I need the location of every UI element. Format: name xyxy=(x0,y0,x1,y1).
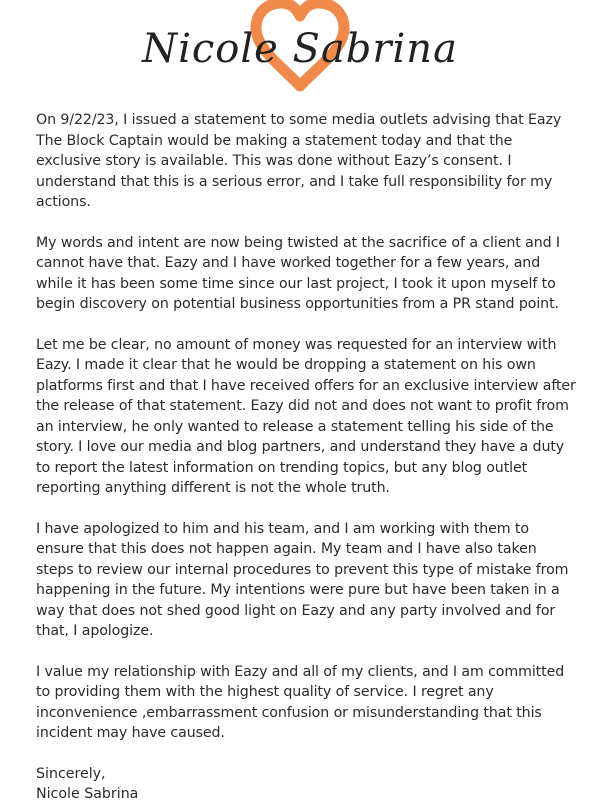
paragraph: Let me be clear, no amount of money was requested for an interview with Eazy. I made it clear that he would be dropping a statement on his own platforms first and that I have received offers for an exclusive interview after the release of that statement. Eazy did not and does not want to profit from an interview, he only wanted to release a statement telling his side of the story. I love our media and blog partners, and understand they have a duty to report the latest information on trending topics, but any blog outlet reporting anything different is not the whole truth. xyxy=(36,336,576,496)
paragraph: On 9/22/23, I issued a statement to some media outlets advising that Eazy The Block Captain would be making a statement today and that the exclusive story is available. This was done without Eazy’s consent. I understand that this is a serious error, and I take full responsibility for my actions. xyxy=(36,112,562,210)
paragraph: I have apologized to him and his team, and I am working with them to ensure that this does not happen again. My team and I have also taken steps to review our internal procedures to prevent this type of mistake from happening in the future. My intentions were pure but have been taken in a way that does not shed good light on Eazy and any party involved and for that, I apologize. xyxy=(36,520,569,639)
letterhead xyxy=(0,0,600,100)
paragraph: I value my relationship with Eazy and all of my clients, and I am committed to providing them with the highest quality of service. I regret any inconvenience ,embarrassment confusion or misunderstanding that this incident may have caused. xyxy=(36,663,565,741)
letter-body xyxy=(36,110,576,805)
signature-name: Nicole Sabrina xyxy=(36,786,139,802)
logo-text: Nicole Sabrina xyxy=(142,26,458,72)
closing: Sincerely, xyxy=(36,765,106,782)
logo xyxy=(0,0,600,100)
paragraph: My words and intent are now being twisted at the sacrifice of a client and I cannot have that. Eazy and I have worked together for a few years, and while it has been some time since our last project, I took it upon myself to begin discovery on potential business opportunities from a PR stand point. xyxy=(36,234,560,312)
